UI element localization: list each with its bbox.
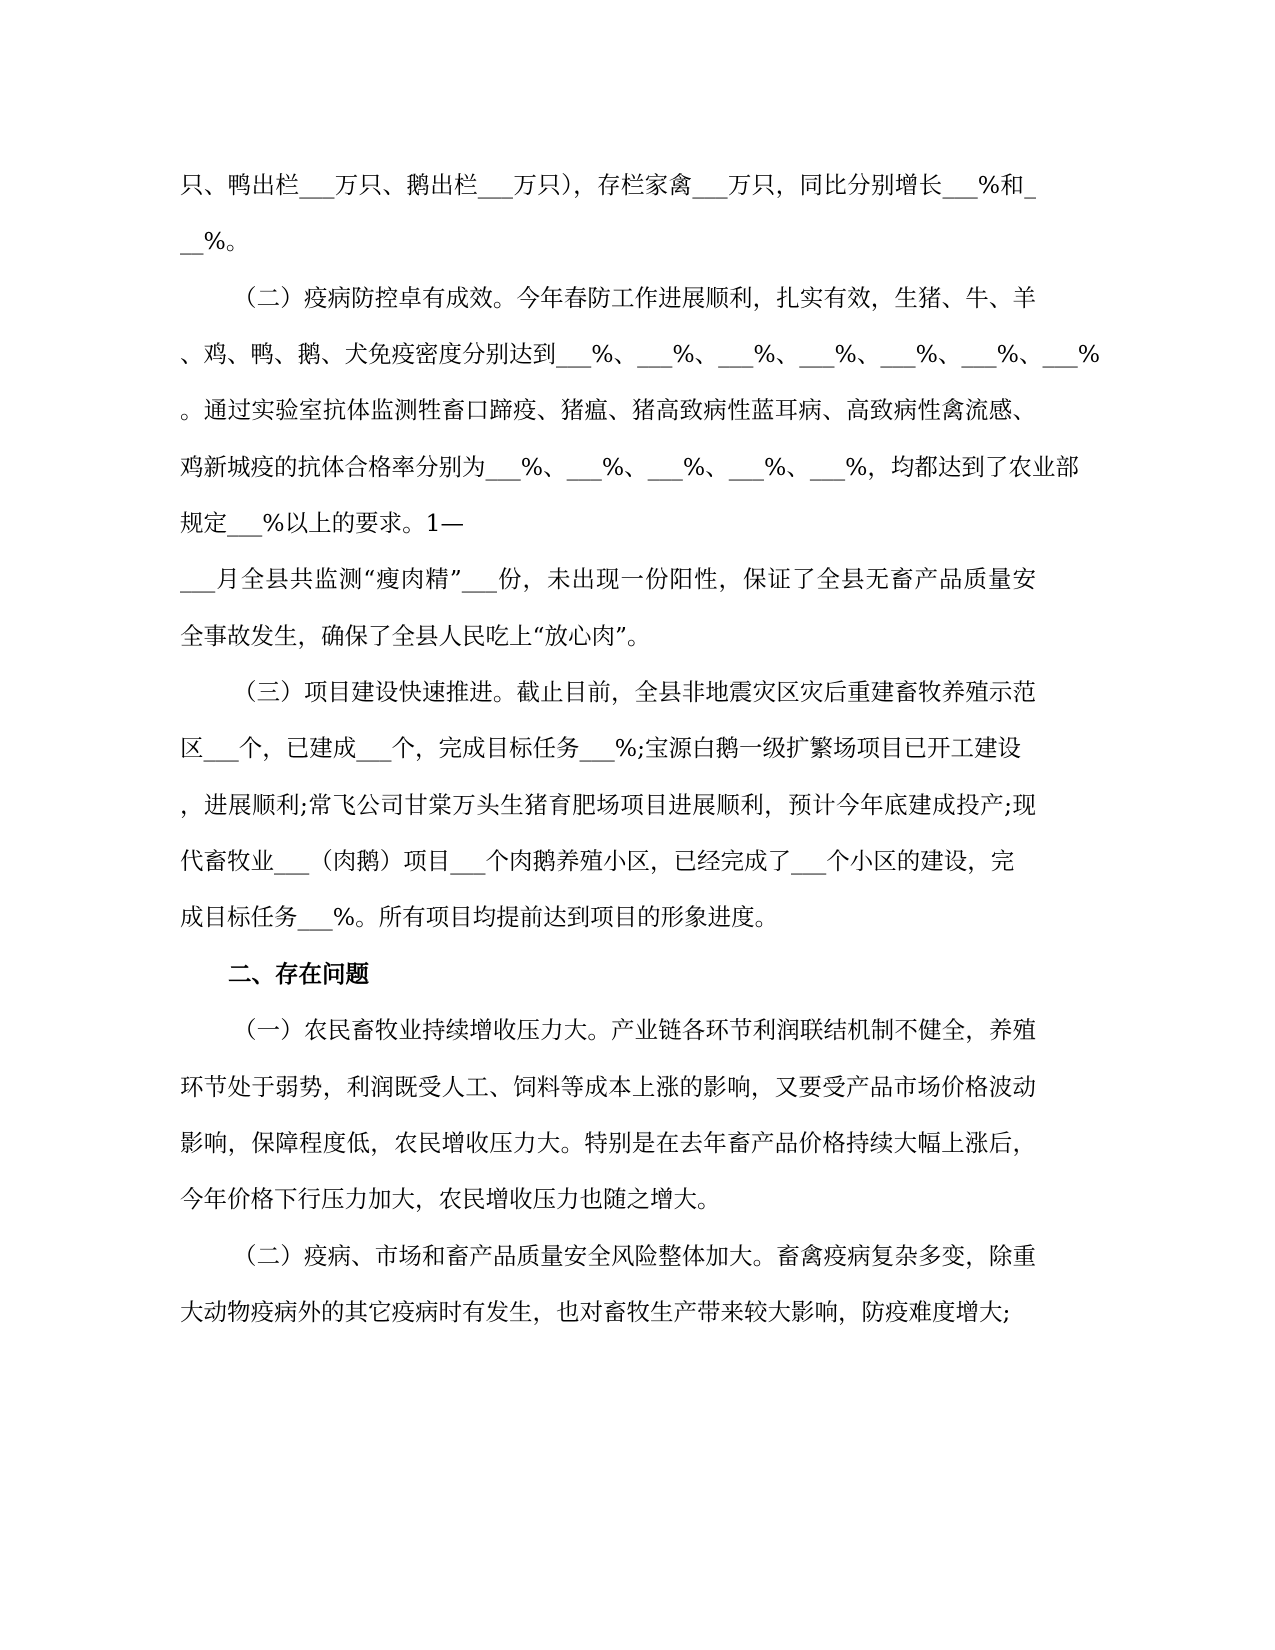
paragraph-livestock-output-continued	[180, 157, 1036, 270]
text-line: ，进展顺利;常飞公司甘棠万头生猪育肥场项目进展顺利，预计今年底建成投产;现	[180, 790, 1036, 819]
paragraph-project-construction	[180, 664, 1036, 946]
paragraph-risk-increase	[180, 1228, 1036, 1341]
paragraph-income-pressure	[180, 1002, 1036, 1227]
text-line: 全事故发生，确保了全县人民吃上“放心肉”。	[180, 621, 651, 650]
text-line: （二）疫病防控卓有成效。今年春防工作进展顺利，扎实有效，生猪、牛、羊	[233, 283, 1036, 312]
text-line: 、鸡、鸭、鹅、犬免疫密度分别达到___%、___%、___%、___%、___%、___%、___%	[180, 340, 1101, 369]
text-line: （三）项目建设快速推进。截止目前，全县非地震灾区灾后重建畜牧养殖示范	[233, 678, 1036, 707]
text-line: ___月全县共监测“瘦肉精”___份，未出现一份阳性，保证了全县无畜产品质量安	[180, 565, 1036, 594]
text-line: 规定___%以上的要求。1—	[180, 509, 465, 538]
section-heading: 二、存在问题	[228, 959, 369, 988]
text-line: __%。	[180, 227, 250, 256]
text-line: 今年价格下行压力加大，农民增收压力也随之增大。	[180, 1185, 721, 1214]
text-line: 影响，保障程度低，农民增收压力大。特别是在去年畜产品价格持续大幅上涨后，	[180, 1128, 1036, 1157]
text-line: 只、鸭出栏___万只、鹅出栏___万只），存栏家禽___万只，同比分别增长___%和_	[180, 171, 1036, 199]
paragraph-disease-control	[180, 270, 1101, 664]
text-line: 环节处于弱势，利润既受人工、饲料等成本上涨的影响，又要受产品市场价格波动	[180, 1072, 1036, 1101]
text-line: 成目标任务___%。所有项目均提前达到项目的形象进度。	[180, 903, 779, 932]
text-line: 区___个，已建成___个，完成目标任务___%;宝源白鹅一级扩繁场项目已开工建设	[180, 734, 1021, 763]
document-body	[180, 157, 1101, 1340]
text-line: 代畜牧业___（肉鹅）项目___个肉鹅养殖小区，已经完成了___个小区的建设，完	[180, 847, 1015, 876]
text-line: 。通过实验室抗体监测牲畜口蹄疫、猪瘟、猪高致病性蓝耳病、高致病性禽流感、	[180, 396, 1036, 425]
text-line: 鸡新城疫的抗体合格率分别为___%、___%、___%、___%、___%，均都达到了农业部	[180, 452, 1079, 481]
text-line: （二）疫病、市场和畜产品质量安全风险整体加大。畜禽疫病复杂多变，除重	[233, 1241, 1036, 1270]
text-line: （一）农民畜牧业持续增收压力大。产业链各环节利润联结机制不健全，养殖	[233, 1016, 1036, 1045]
text-line: 大动物疫病外的其它疫病时有发生，也对畜牧生产带来较大影响，防疫难度增大;	[180, 1297, 1011, 1326]
